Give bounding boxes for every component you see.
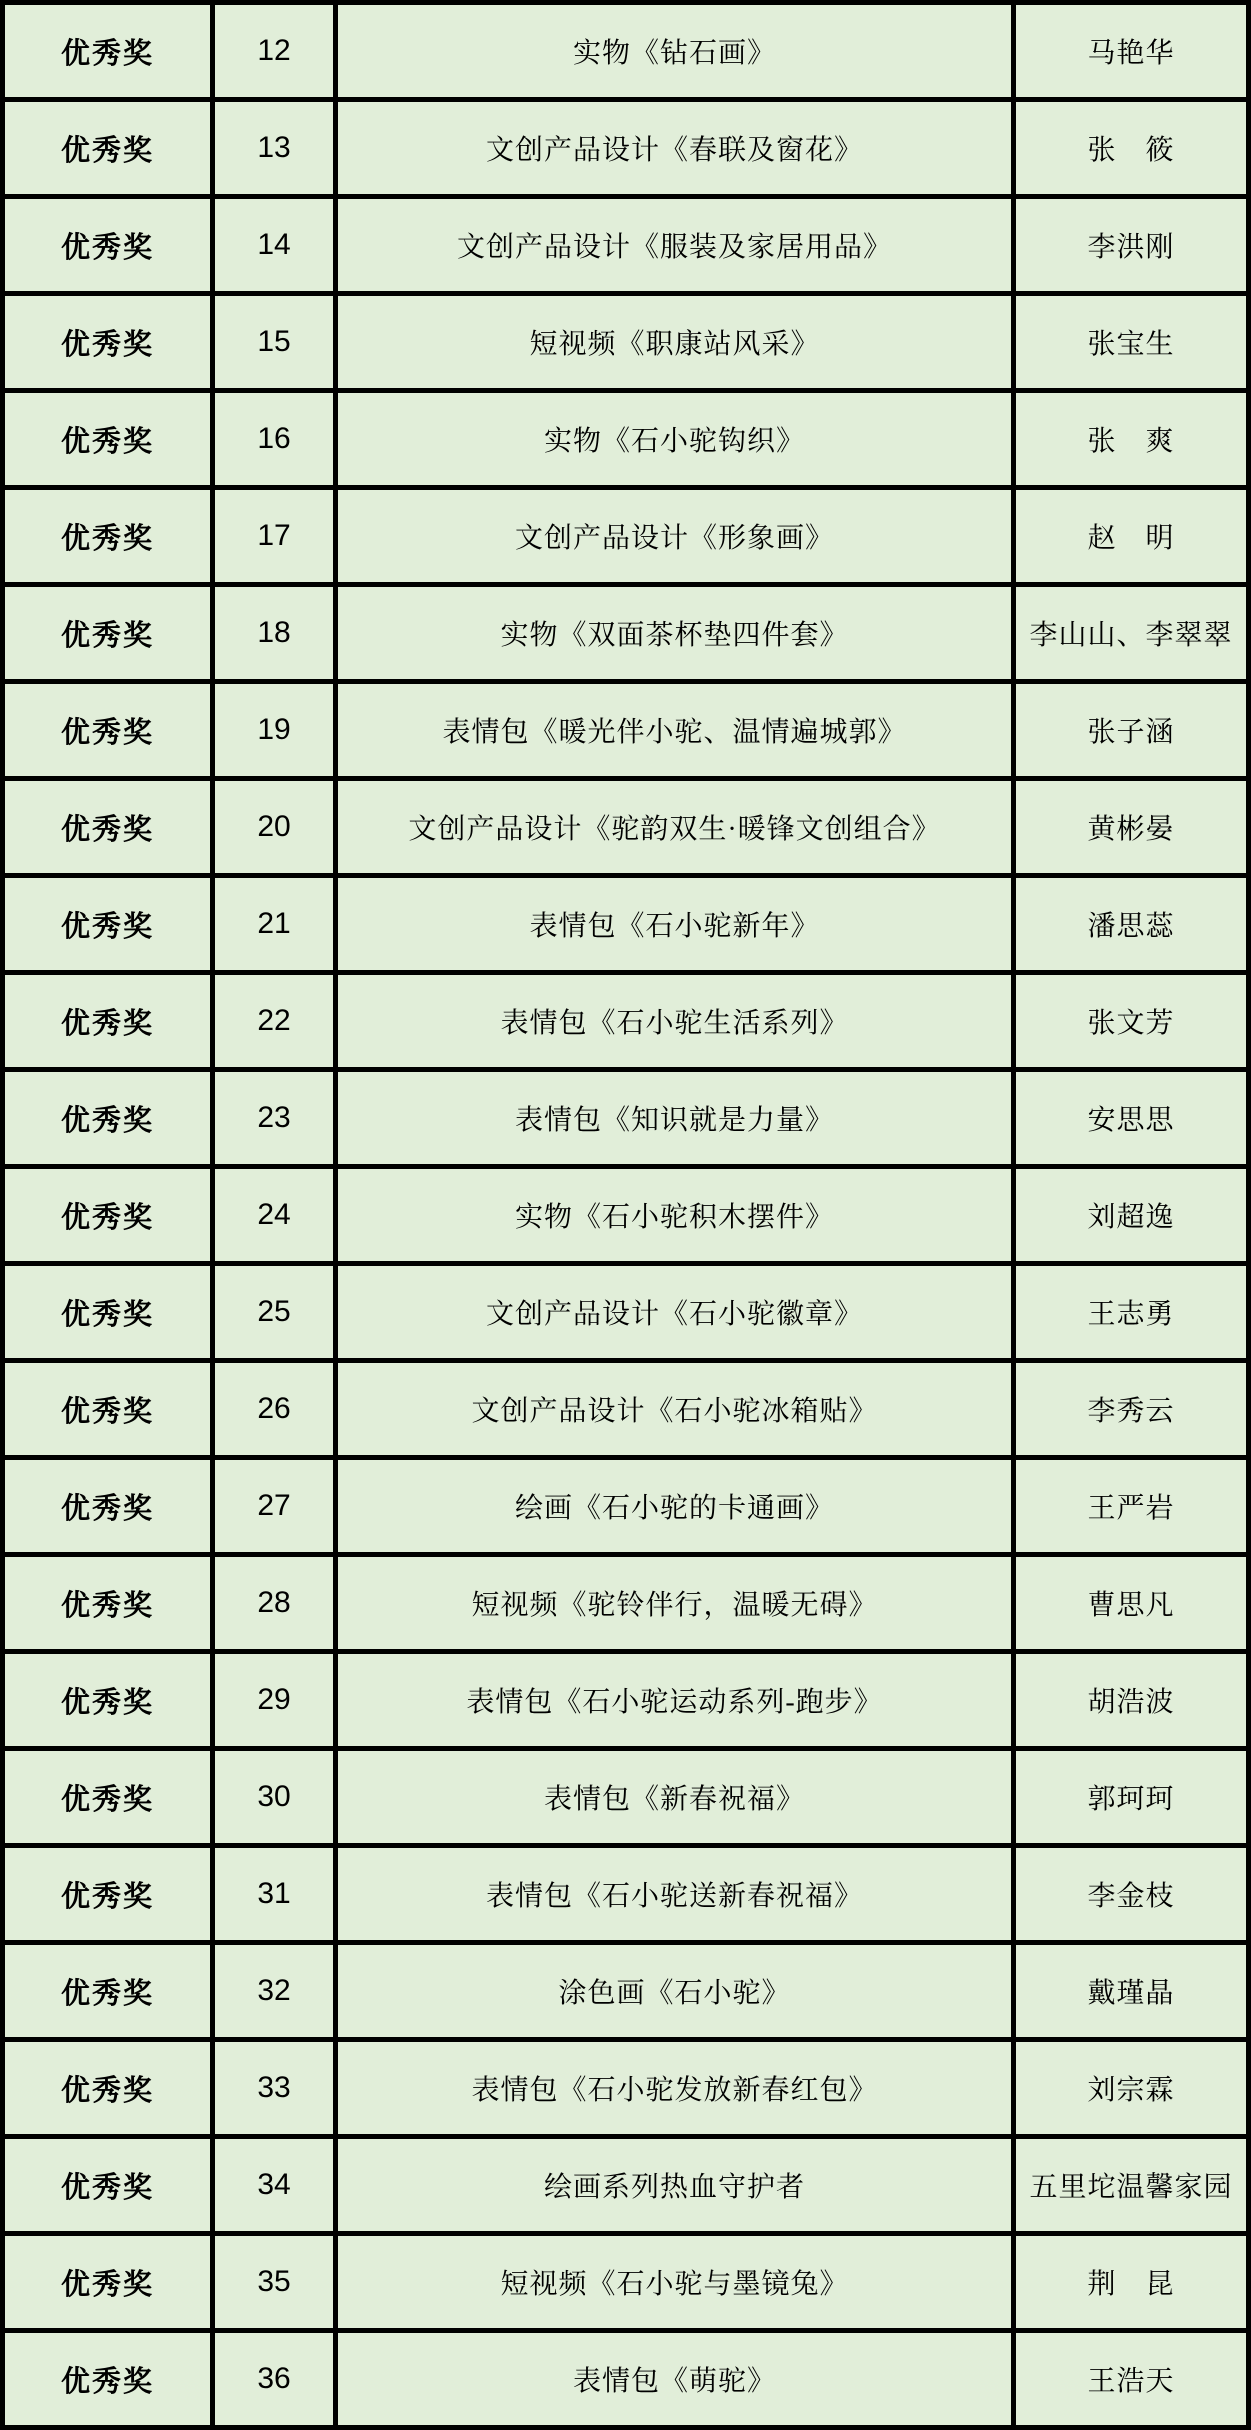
title-cell: 文创产品设计《春联及窗花》 xyxy=(336,100,1014,197)
title-cell: 文创产品设计《形象画》 xyxy=(336,488,1014,585)
title-cell: 文创产品设计《驼韵双生·暖锋文创组合》 xyxy=(336,779,1014,876)
table-row xyxy=(3,1264,1249,1361)
title-cell: 文创产品设计《石小驼冰箱贴》 xyxy=(336,1361,1014,1458)
award-cell: 优秀奖 xyxy=(3,488,213,585)
number-cell: 29 xyxy=(213,1652,336,1749)
table-row xyxy=(3,197,1249,294)
number-cell: 20 xyxy=(213,779,336,876)
name-cell: 张 爽 xyxy=(1014,391,1249,488)
name-cell: 李山山、李翠翠 xyxy=(1014,585,1249,682)
number-cell: 34 xyxy=(213,2137,336,2234)
name-cell: 荆 昆 xyxy=(1014,2234,1249,2331)
award-cell: 优秀奖 xyxy=(3,1167,213,1264)
table-row xyxy=(3,1555,1249,1652)
number-cell: 33 xyxy=(213,2040,336,2137)
table-row xyxy=(3,488,1249,585)
number-cell: 28 xyxy=(213,1555,336,1652)
name-cell: 王志勇 xyxy=(1014,1264,1249,1361)
award-cell: 优秀奖 xyxy=(3,2137,213,2234)
name-cell: 张子涵 xyxy=(1014,682,1249,779)
number-cell: 18 xyxy=(213,585,336,682)
table-row xyxy=(3,779,1249,876)
table-row xyxy=(3,1361,1249,1458)
award-cell: 优秀奖 xyxy=(3,1361,213,1458)
number-cell: 35 xyxy=(213,2234,336,2331)
name-cell: 胡浩波 xyxy=(1014,1652,1249,1749)
table-body xyxy=(3,3,1249,2428)
number-cell: 13 xyxy=(213,100,336,197)
name-cell: 马艳华 xyxy=(1014,3,1249,100)
title-cell: 表情包《石小驼送新春祝福》 xyxy=(336,1846,1014,1943)
number-cell: 21 xyxy=(213,876,336,973)
table-row xyxy=(3,682,1249,779)
table-row xyxy=(3,391,1249,488)
number-cell: 16 xyxy=(213,391,336,488)
award-cell: 优秀奖 xyxy=(3,294,213,391)
award-cell: 优秀奖 xyxy=(3,1070,213,1167)
name-cell: 戴瑾晶 xyxy=(1014,1943,1249,2040)
name-cell: 黄彬晏 xyxy=(1014,779,1249,876)
number-cell: 36 xyxy=(213,2331,336,2428)
title-cell: 表情包《石小驼新年》 xyxy=(336,876,1014,973)
award-cell: 优秀奖 xyxy=(3,1555,213,1652)
award-cell: 优秀奖 xyxy=(3,1749,213,1846)
award-cell: 优秀奖 xyxy=(3,100,213,197)
name-cell: 李金枝 xyxy=(1014,1846,1249,1943)
award-cell: 优秀奖 xyxy=(3,1264,213,1361)
name-cell: 王严岩 xyxy=(1014,1458,1249,1555)
name-cell: 曹思凡 xyxy=(1014,1555,1249,1652)
name-cell: 张文芳 xyxy=(1014,973,1249,1070)
title-cell: 实物《石小驼钩织》 xyxy=(336,391,1014,488)
title-cell: 文创产品设计《石小驼徽章》 xyxy=(336,1264,1014,1361)
number-cell: 31 xyxy=(213,1846,336,1943)
award-cell: 优秀奖 xyxy=(3,779,213,876)
table-row xyxy=(3,2331,1249,2428)
table-row xyxy=(3,1458,1249,1555)
number-cell: 15 xyxy=(213,294,336,391)
title-cell: 实物《石小驼积木摆件》 xyxy=(336,1167,1014,1264)
title-cell: 短视频《石小驼与墨镜兔》 xyxy=(336,2234,1014,2331)
name-cell: 刘超逸 xyxy=(1014,1167,1249,1264)
table-row xyxy=(3,1846,1249,1943)
number-cell: 12 xyxy=(213,3,336,100)
table-row xyxy=(3,1943,1249,2040)
award-cell: 优秀奖 xyxy=(3,682,213,779)
table-row xyxy=(3,2040,1249,2137)
number-cell: 27 xyxy=(213,1458,336,1555)
title-cell: 文创产品设计《服装及家居用品》 xyxy=(336,197,1014,294)
number-cell: 23 xyxy=(213,1070,336,1167)
table-row xyxy=(3,1070,1249,1167)
table-row xyxy=(3,1749,1249,1846)
table-row xyxy=(3,973,1249,1070)
title-cell: 表情包《萌驼》 xyxy=(336,2331,1014,2428)
award-cell: 优秀奖 xyxy=(3,197,213,294)
name-cell: 安思思 xyxy=(1014,1070,1249,1167)
table-row xyxy=(3,100,1249,197)
name-cell: 刘宗霖 xyxy=(1014,2040,1249,2137)
name-cell: 郭珂珂 xyxy=(1014,1749,1249,1846)
title-cell: 短视频《职康站风采》 xyxy=(336,294,1014,391)
table-row xyxy=(3,294,1249,391)
title-cell: 绘画系列热血守护者 xyxy=(336,2137,1014,2234)
award-cell: 优秀奖 xyxy=(3,1652,213,1749)
number-cell: 24 xyxy=(213,1167,336,1264)
title-cell: 表情包《石小驼发放新春红包》 xyxy=(336,2040,1014,2137)
name-cell: 五里坨温馨家园 xyxy=(1014,2137,1249,2234)
title-cell: 短视频《驼铃伴行，温暖无碍》 xyxy=(336,1555,1014,1652)
name-cell: 张宝生 xyxy=(1014,294,1249,391)
award-cell: 优秀奖 xyxy=(3,2040,213,2137)
award-cell: 优秀奖 xyxy=(3,1943,213,2040)
award-cell: 优秀奖 xyxy=(3,1846,213,1943)
award-cell: 优秀奖 xyxy=(3,1458,213,1555)
table-row xyxy=(3,1167,1249,1264)
title-cell: 绘画《石小驼的卡通画》 xyxy=(336,1458,1014,1555)
title-cell: 表情包《暖光伴小驼、温情遍城郭》 xyxy=(336,682,1014,779)
award-cell: 优秀奖 xyxy=(3,585,213,682)
title-cell: 实物《钻石画》 xyxy=(336,3,1014,100)
title-cell: 表情包《石小驼生活系列》 xyxy=(336,973,1014,1070)
name-cell: 王浩天 xyxy=(1014,2331,1249,2428)
title-cell: 表情包《知识就是力量》 xyxy=(336,1070,1014,1167)
name-cell: 李洪刚 xyxy=(1014,197,1249,294)
number-cell: 26 xyxy=(213,1361,336,1458)
table-row xyxy=(3,3,1249,100)
award-cell: 优秀奖 xyxy=(3,876,213,973)
name-cell: 张 筱 xyxy=(1014,100,1249,197)
title-cell: 表情包《新春祝福》 xyxy=(336,1749,1014,1846)
number-cell: 14 xyxy=(213,197,336,294)
number-cell: 22 xyxy=(213,973,336,1070)
number-cell: 30 xyxy=(213,1749,336,1846)
title-cell: 实物《双面茶杯垫四件套》 xyxy=(336,585,1014,682)
award-cell: 优秀奖 xyxy=(3,3,213,100)
name-cell: 潘思蕊 xyxy=(1014,876,1249,973)
title-cell: 表情包《石小驼运动系列-跑步》 xyxy=(336,1652,1014,1749)
number-cell: 25 xyxy=(213,1264,336,1361)
award-cell: 优秀奖 xyxy=(3,391,213,488)
table-row xyxy=(3,1652,1249,1749)
table-row xyxy=(3,2137,1249,2234)
table-row xyxy=(3,585,1249,682)
award-cell: 优秀奖 xyxy=(3,973,213,1070)
award-cell: 优秀奖 xyxy=(3,2234,213,2331)
number-cell: 32 xyxy=(213,1943,336,2040)
title-cell: 涂色画《石小驼》 xyxy=(336,1943,1014,2040)
number-cell: 17 xyxy=(213,488,336,585)
name-cell: 赵 明 xyxy=(1014,488,1249,585)
name-cell: 李秀云 xyxy=(1014,1361,1249,1458)
number-cell: 19 xyxy=(213,682,336,779)
award-cell: 优秀奖 xyxy=(3,2331,213,2428)
table-row xyxy=(3,2234,1249,2331)
table-row xyxy=(3,876,1249,973)
